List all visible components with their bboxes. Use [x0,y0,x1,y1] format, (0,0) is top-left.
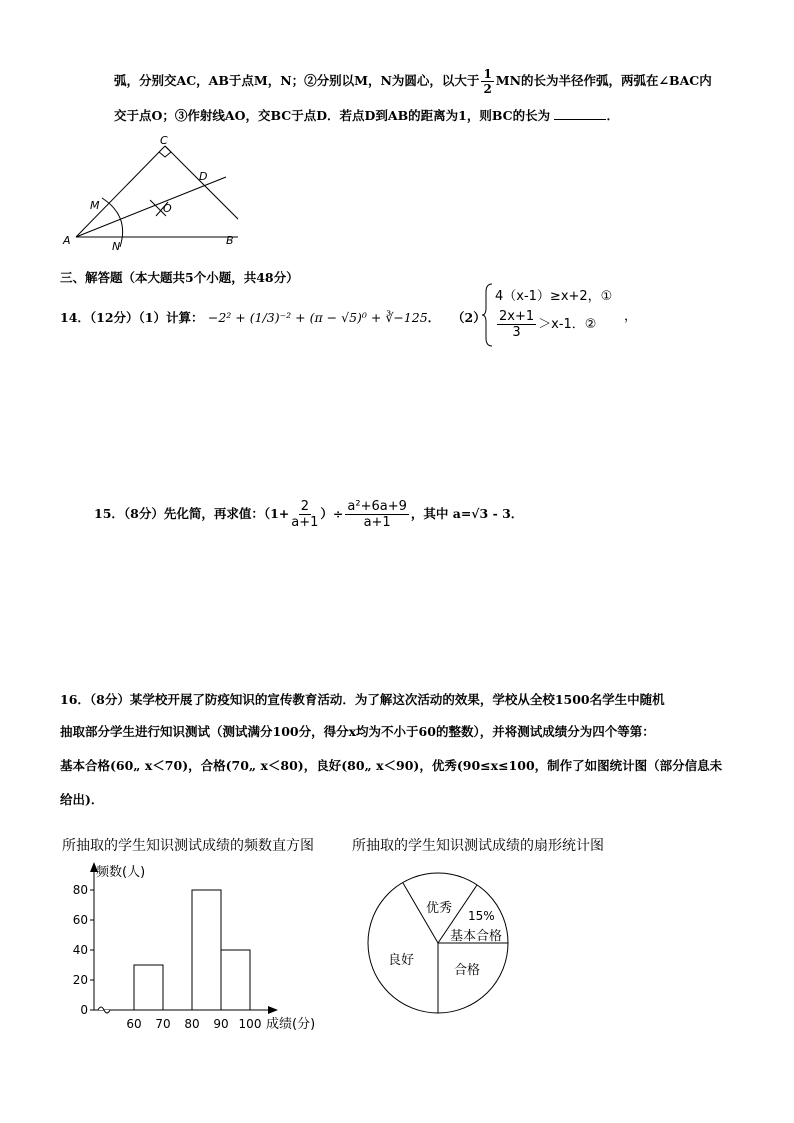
histogram-chart [60,858,350,1038]
q15 [94,500,523,529]
q13-line1 [114,68,712,95]
label-c: C [160,134,168,147]
q13-line1-part-a: 弧，分别交AC，AB于点M，N；②分别以M，N为圆心，以大于 [114,73,480,88]
q16-line1: 16．（8分）某学校开展了防疫知识的宣传教育活动．为了解这次活动的效果，学校从全校1500名学生中随机 [60,692,665,707]
y-tick-label: 60 [72,913,88,927]
x-tick-label: 70 [155,1017,171,1031]
answer-blank[interactable] [554,107,606,120]
q16-line3: 基本合格(60„ x＜70)，合格(70„ x＜80)，良好(80„ x＜90)，优秀(90≤x≤100，制作了如图统计图（部分信息未 [60,758,723,773]
q15-fraction-1 [291,500,318,529]
pie-label-good: 良好 [388,953,415,968]
histogram-title: 所抽取的学生知识测试成绩的频数直方图 [62,838,314,854]
q14-tail: ， [624,309,638,324]
y-tick-label: 20 [72,973,88,987]
ineq2-denominator: 3 [512,325,521,340]
half-numerator: 1 [483,67,492,81]
histogram-bar [192,890,221,1010]
q13-line2-text: 交于点O；③作射线AO，交BC于点D．若点D到AB的距离为1，则BC的长为 [114,108,551,123]
y-tick-label: 40 [72,943,88,957]
q14-part2-label: （2） [452,310,486,325]
q14-head: 14．（12分）（1）计算： [60,310,204,325]
pie-chart [366,868,516,1018]
q15-fraction-2 [345,500,408,529]
pie-title: 所抽取的学生知识测试成绩的扇形统计图 [352,838,604,854]
system-brace [482,282,494,348]
side-cb [165,146,238,237]
x-axis-arrow [268,1006,278,1014]
y-tick-label: 80 [72,883,88,897]
label-m: M [90,199,100,212]
ineq2-rest: ＞x-1．② [538,317,597,332]
pie-label-pass: 合格 [454,963,481,978]
y-tick-label: 0 [80,1003,88,1017]
q13-line1-part-b: MN的长为半径作弧，两弧在∠BAC内 [495,73,712,88]
q16-line4: 给出)． [60,792,104,807]
ineq2-fraction [497,310,536,339]
ineq2-numerator: 2x+1 [499,309,535,324]
triangle-figure [58,132,238,256]
pie-label-excellent: 优秀 [426,901,453,916]
inequality-2 [495,310,596,339]
q15-mid: ）÷ [320,506,344,521]
q15-head: 15．（8分）先化简，再求值：（1+ [94,506,290,521]
q16-line2: 抽取部分学生进行知识测试（测试满分100分，得分x均为不小于60的整数），并将测试成绩分为四个等第： [60,724,655,739]
pie-label-15pct: 15% [468,909,495,923]
histogram-bar [134,965,163,1010]
y-axis-label: 频数(人) [96,865,146,880]
label-n: N [112,240,121,253]
label-d: D [199,170,208,183]
q13-line2-end: ． [606,108,619,123]
x-tick-label: 100 [238,1017,262,1031]
section-3-heading: 三、解答题（本大题共5个小题，共48分） [60,270,299,285]
q13-line2 [114,106,619,124]
histogram-bars [134,890,250,1010]
q14-part1 [60,308,440,326]
pie-label-basic: 基本合格 [450,929,503,944]
x-tick-label: 60 [126,1017,142,1031]
q14-expression: −2² + (1/3)⁻² + (π − √5)⁰ + ∛−125 [207,310,428,325]
axis-break-mark [98,1007,110,1013]
half-denominator: 2 [483,82,492,96]
q15-f1-denominator: a+1 [291,515,319,530]
inequality-1: 4（x-1）≥x+2，① [495,289,613,304]
q15-tail: ，其中 a=√3 - 3． [410,506,524,521]
x-tick-label: 90 [213,1017,229,1031]
histogram-bar [221,950,250,1010]
x-tick-label: 80 [184,1017,200,1031]
label-b: B [226,234,234,247]
x-axis-label: 成绩(分) [266,1017,316,1032]
right-angle-mark [159,146,171,157]
q15-f2-numerator: a²+6a+9 [347,499,407,514]
q15-f1-numerator: 2 [300,499,309,514]
q14-part1-end: ． [427,310,441,325]
label-a: A [63,234,71,247]
label-o: O [163,202,172,215]
q15-f2-denominator: a+1 [363,515,391,530]
side-ac [76,146,165,237]
half-fraction [481,68,493,95]
